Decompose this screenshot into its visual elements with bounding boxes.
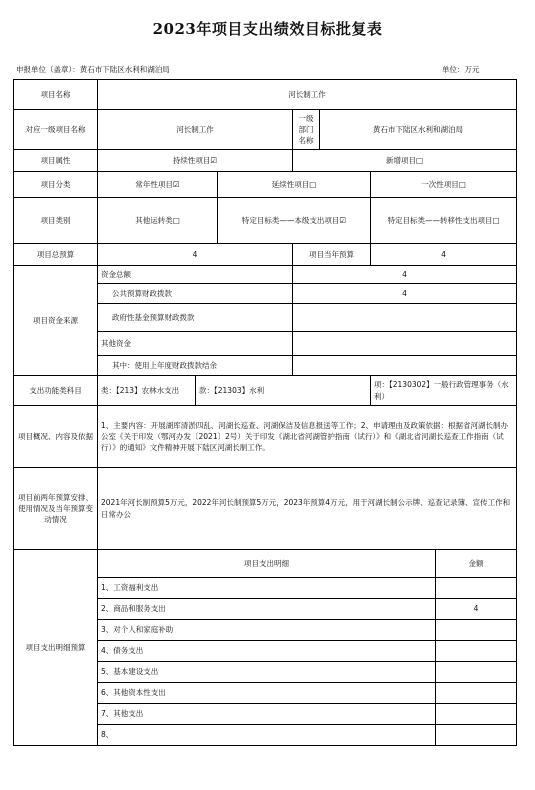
detail-item-name: 7、其他支出 [98,704,436,725]
label-func-subject: 支出功能类科目 [14,376,98,406]
label-project-type: 项目类别 [14,198,98,244]
value-project-name: 河长制工作 [98,80,517,110]
row-funding-total [14,266,517,284]
row-overview [14,406,517,468]
row-category [14,172,517,198]
row-project-name [14,80,517,110]
detail-item-name: 3、对个人和家庭补助 [98,620,436,641]
value-overview: 1、主要内容：开展湖库清淤四乱、河湖长巡查、河湖保洁及信息报送等工作；2、申请理由及政策依据：根据省河湖长制办公室《关于印发（鄂河办发〔2021〕2号）关于印发《湖北省河湖管护指南（试行）》和《湖北省河湖长巡查工作指南（试行）》的通知》文件精神开展下陆区河湖长制工作。 [98,406,517,468]
funding-item-value: 4 [293,284,517,304]
label-overview: 项目概况、内容及依据 [14,406,98,468]
funding-item-value [293,332,517,356]
detail-header-amount: 金额 [436,550,517,578]
detail-item-amount [436,662,517,683]
row-func [14,376,517,406]
func-class: 类：【213】农林水支出 [98,376,196,406]
detail-item-name: 1、工资福利支出 [98,578,436,599]
funding-note-value [293,356,517,376]
func-sub: 项：【2130302】一般行政管理事务（水利） [371,376,517,406]
value-total-budget: 4 [98,244,293,266]
funding-item-label: 公共预算财政拨款 [98,284,293,304]
detail-item-amount [436,578,517,599]
detail-item-amount [436,620,517,641]
row-type [14,198,517,244]
row-attr [14,150,517,172]
label-first-level-dept: 一级部门名称 [293,110,320,150]
value-first-level-dept: 黄石市下陆区水利和湖泊局 [320,110,517,150]
currency-unit: 单位：万元 [442,65,480,74]
value-history: 2021年河长制预算5万元，2022年河长制预算5万元，2023年预算4万元，用于河湖长制公示牌、巡查记录簿、宣传工作和日常办公 [98,468,517,550]
label-funding-source: 项目资金来源 [14,266,98,376]
option-new: 新增项目□ [293,150,517,172]
detail-item-amount [436,683,517,704]
detail-item-name: 2、商品和服务支出 [98,599,436,620]
detail-item-name: 5、基本建设支出 [98,662,436,683]
label-detail-budget: 项目支出明细预算 [14,550,98,746]
label-first-level-project: 对应一级项目名称 [14,110,98,150]
funding-item-label: 资金总额 [98,266,293,284]
option-one-time: 一次性项目□ [371,172,517,198]
funding-item-label: 其他资金 [98,332,293,356]
label-project-name: 项目名称 [14,80,98,110]
row-budget [14,244,517,266]
value-current-budget: 4 [371,244,517,266]
option-extended: 延续性项目□ [218,172,371,198]
page-title: 2023年项目支出绩效目标批复表 [152,20,383,38]
option-continuing: 持续性项目☑ [98,150,293,172]
option-other-operation: 其他运转类□ [98,198,218,244]
row-history [14,468,517,550]
label-total-budget: 项目总预算 [14,244,98,266]
detail-item-amount [436,641,517,662]
row-detail-header [14,550,517,578]
detail-item-name: 8、 [98,725,436,746]
funding-item-value [293,304,517,332]
row-dept [14,110,517,150]
label-current-budget: 项目当年预算 [293,244,371,266]
label-project-category: 项目分类 [14,172,98,198]
option-annual: 常年性项目☑ [98,172,218,198]
applicant-unit: 申报单位（盖章）：黄石市下陆区水利和湖泊局 [16,65,170,74]
detail-item-amount [436,725,517,746]
label-history: 项目前两年预算安排、使用情况及当年预算变动情况 [14,468,98,550]
funding-note: 其中：使用上年度财政拨款结余 [98,356,293,376]
func-item: 款：【21303】水利 [196,376,371,406]
approval-table [13,79,517,746]
value-first-level-project: 河长制工作 [98,110,293,150]
detail-item-amount [436,704,517,725]
detail-header-item: 项目支出明细 [98,550,436,578]
option-specific-transfer: 特定目标类——转移性支出项目□ [371,198,517,244]
funding-item-label: 政府性基金预算财政拨款 [98,304,293,332]
detail-item-amount: 4 [436,599,517,620]
detail-item-name: 6、其他资本性支出 [98,683,436,704]
detail-item-name: 4、债务支出 [98,641,436,662]
option-specific-local: 特定目标类——本级支出项目☑ [218,198,371,244]
funding-item-value: 4 [293,266,517,284]
label-project-attr: 项目属性 [14,150,98,172]
